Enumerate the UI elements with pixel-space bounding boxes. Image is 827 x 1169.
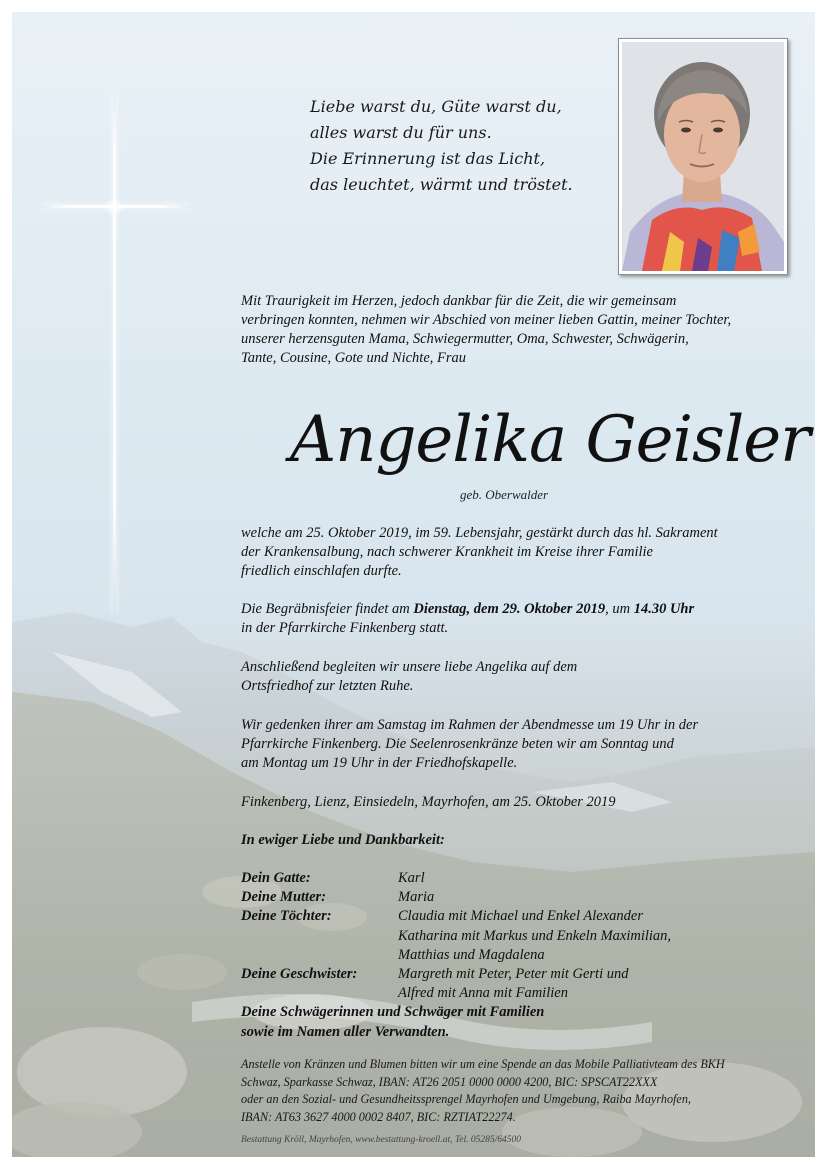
memorial-info xyxy=(241,716,801,773)
portrait-image xyxy=(622,42,784,271)
deceased-name: Angelika Geisler xyxy=(290,403,810,477)
family-value: Katharina mit Markus und Enkeln Maximilian, xyxy=(398,927,672,944)
poem-line: das leuchtet, wärmt und tröstet. xyxy=(310,175,573,194)
cross-vertical-beam xyxy=(113,92,116,612)
death-notice xyxy=(241,524,801,581)
family-label: Deine Geschwister: xyxy=(241,966,358,983)
family-closing xyxy=(241,1023,671,1042)
memorial-line: am Montag um 19 Uhr in der Friedhofskapelle. xyxy=(241,755,518,771)
family-closing-line: sowie im Namen aller Verwandten. xyxy=(241,1023,450,1040)
funeral-mid: , um xyxy=(605,601,634,617)
intro-text xyxy=(241,292,801,368)
poem-line: alles warst du für uns. xyxy=(310,123,492,142)
family-value: Alfred mit Anna mit Familien xyxy=(398,985,568,1002)
family-closing-line: Deine Schwägerinnen und Schwäger mit Familien xyxy=(241,1004,545,1021)
love-line xyxy=(241,831,801,850)
funeral-prefix: Die Begräbnisfeier findet am xyxy=(241,601,414,617)
funeral-home-footer: Bestattung Kröll, Mayrhofen, www.bestattung-kroell.at, Tel. 05285/64500 xyxy=(241,1135,521,1145)
donation-line: oder an den Sozial- und Gesundheitssprengel Mayrhofen und Umgebung, Raiba Mayrhofen, xyxy=(241,1092,691,1107)
portrait-photo xyxy=(618,38,788,275)
burial-info xyxy=(241,658,801,696)
family-label: Dein Gatte: xyxy=(241,870,311,886)
family-label: Deine Mutter: xyxy=(241,889,326,906)
funeral-date: Dienstag, dem 29. Oktober 2019 xyxy=(413,601,606,617)
family-row xyxy=(241,946,671,965)
funeral-line xyxy=(241,600,801,619)
love-line-text: In ewiger Liebe und Dankbarkeit: xyxy=(241,832,445,848)
death-notice-line: welche am 25. Oktober 2019, im 59. Lebensjahr, gestärkt durch das hl. Sakrament xyxy=(241,525,718,541)
donation-line: IBAN: AT63 3627 4000 0002 8407, BIC: RZTIAT22274. xyxy=(241,1110,516,1125)
family-row xyxy=(241,888,671,907)
funeral-location: in der Pfarrkirche Finkenberg statt. xyxy=(241,620,449,636)
obituary-page xyxy=(12,12,815,1157)
family-row xyxy=(241,869,671,888)
family-value: Matthias und Magdalena xyxy=(398,946,545,963)
death-notice-line: friedlich einschlafen durfte. xyxy=(241,563,402,579)
cross-icon xyxy=(104,197,124,217)
family-list xyxy=(241,869,671,1042)
memorial-line: Wir gedenken ihrer am Samstag im Rahmen der Abendmesse um 19 Uhr in der xyxy=(241,717,699,733)
poem xyxy=(310,94,610,198)
family-row xyxy=(241,907,671,926)
funeral-time: 14.30 Uhr xyxy=(633,601,695,617)
poem-line: Liebe warst du, Güte warst du, xyxy=(310,97,562,116)
donation-line: Anstelle von Kränzen und Blumen bitten wir um eine Spende an das Mobile Palliativteam des BKH xyxy=(241,1057,725,1071)
family-value: Maria xyxy=(398,889,435,906)
family-row xyxy=(241,927,671,946)
intro-line: unserer herzensguten Mama, Schwiegermutter, Oma, Schwester, Schwägerin, xyxy=(241,331,689,347)
burial-line: Anschließend begleiten wir unsere liebe Angelika auf dem xyxy=(241,659,578,675)
family-row xyxy=(241,965,671,984)
birth-name: geb. Oberwalder xyxy=(460,487,549,502)
family-closing xyxy=(241,1003,671,1022)
donation-line: Schwaz, Sparkasse Schwaz, IBAN: AT26 2051 0000 0000 4200, BIC: SPSCAT22XXX xyxy=(241,1074,658,1089)
intro-line: Tante, Cousine, Gote und Nichte, Frau xyxy=(241,350,467,366)
death-notice-line: der Krankensalbung, nach schwerer Krankheit im Kreise ihrer Familie xyxy=(241,544,653,560)
memorial-line: Pfarrkirche Finkenberg. Die Seelenrosenkränze beten wir am Sonntag und xyxy=(241,736,674,752)
funeral-info xyxy=(241,600,801,638)
family-value: Margreth mit Peter, Peter mit Gerti und xyxy=(398,966,629,983)
place-date-line: Finkenberg, Lienz, Einsiedeln, Mayrhofen, am 25. Oktober 2019 xyxy=(241,794,616,810)
family-value: Claudia mit Michael und Enkel Alexander xyxy=(398,908,643,925)
family-value: Karl xyxy=(398,870,425,886)
intro-line: verbringen konnten, nehmen wir Abschied von meiner lieben Gattin, meiner Tochter, xyxy=(241,312,732,328)
burial-line: Ortsfriedhof zur letzten Ruhe. xyxy=(241,678,414,694)
family-label: Deine Töchter: xyxy=(241,908,332,925)
intro-line: Mit Traurigkeit im Herzen, jedoch dankbar für die Zeit, die wir gemeinsam xyxy=(241,293,677,309)
poem-line: Die Erinnerung ist das Licht, xyxy=(310,149,546,168)
place-date xyxy=(241,793,801,812)
donation-note xyxy=(241,1056,801,1127)
family-row xyxy=(241,984,671,1003)
